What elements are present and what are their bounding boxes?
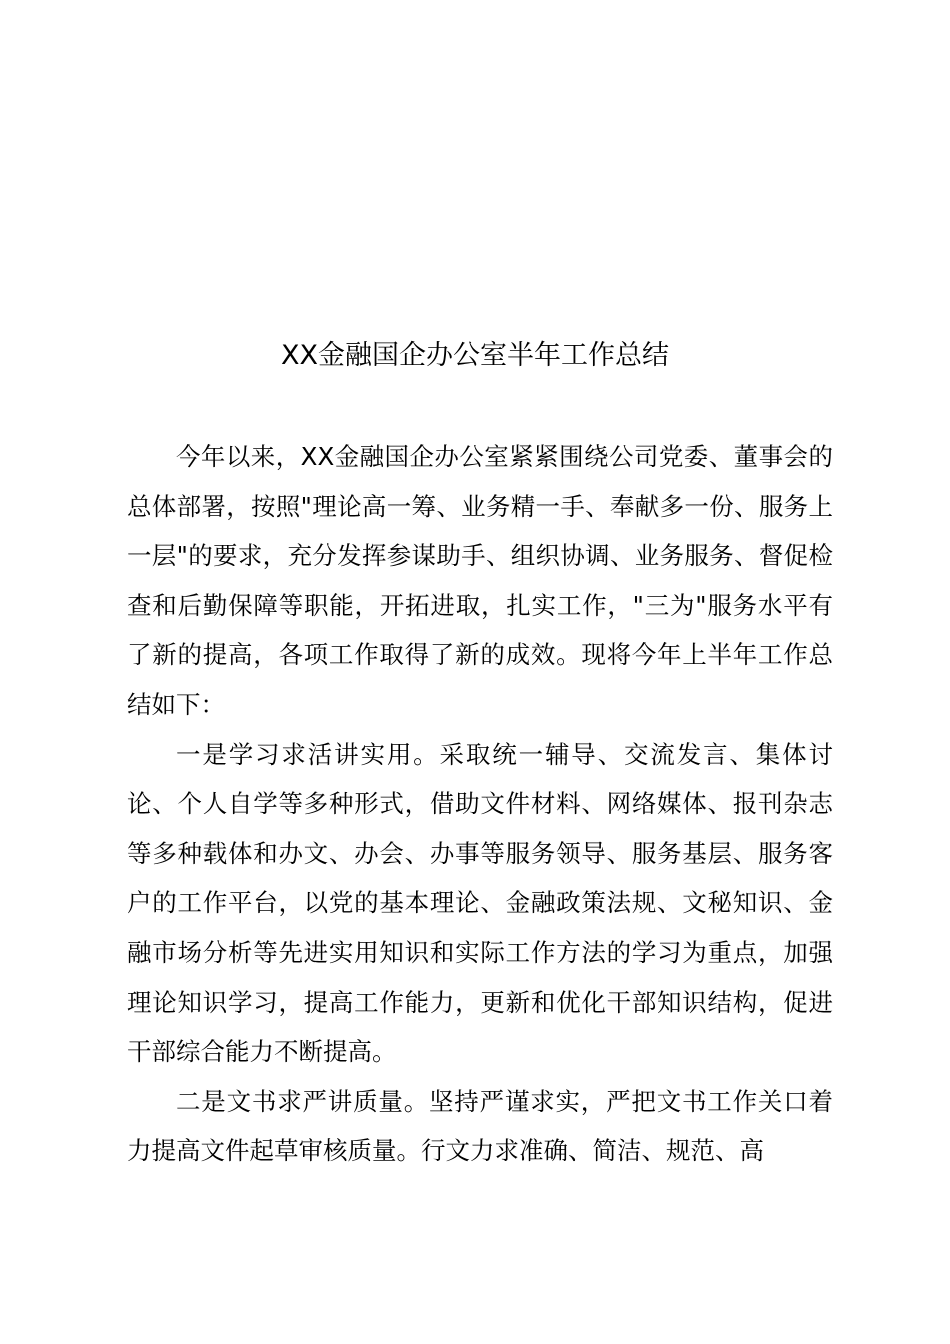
document-title: XX金融国企办公室半年工作总结 (281, 340, 669, 371)
paragraph-study: 一是学习求活讲实用。采取统一辅导、交流发言、集体讨论、个人自学等多种形式，借助文件材料、网络媒体、报刊杂志等多种载体和办文、办会、办事等服务领导、服务基层、服务客户的工作平台，以党的基本理论、金融政策法规、文秘知识、金融市场分析等先进实用知识和实际工作方法的学习为重点，加强理论知识学习，提高工作能力，更新和优化干部知识结构，促进干部综合能力不断提高。 (127, 739, 833, 1067)
document-body (127, 432, 833, 1176)
paragraph-intro: 今年以来，XX金融国企办公室紧紧围绕公司党委、董事会的总体部署，按照"理论高一筹、业务精一手、奉献多一份、服务上一层"的要求，充分发挥参谋助手、组织协调、业务服务、督促检查和后勤保障等职能，开拓进取，扎实工作，"三为"服务水平有了新的提高，各项工作取得了新的成效。现将今年上半年工作总结如下： (127, 442, 833, 719)
paragraph-documents: 二是文书求严讲质量。坚持严谨求实，严把文书工作关口着力提高文件起草审核质量。行文力求准确、简洁、规范、高 (127, 1086, 833, 1166)
